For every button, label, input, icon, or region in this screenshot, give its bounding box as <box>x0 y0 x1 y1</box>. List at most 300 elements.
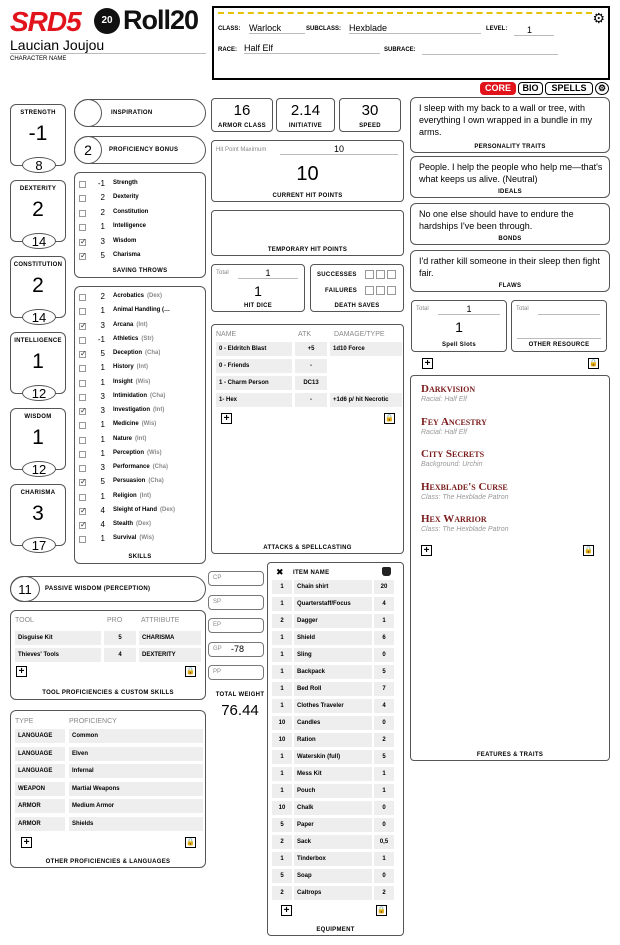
success-checks[interactable] <box>365 270 396 279</box>
attack-bonus[interactable]: DC13 <box>295 376 327 390</box>
equipment-name[interactable]: Sack <box>294 835 372 849</box>
hit-dice-total[interactable]: 1 <box>238 268 298 279</box>
currency-gp[interactable] <box>208 642 264 657</box>
equipment-name[interactable]: Chalk <box>294 801 372 815</box>
equipment-quantity[interactable]: 2 <box>272 835 292 849</box>
skill-value: 2 <box>100 292 105 301</box>
skill-row[interactable] <box>75 320 205 334</box>
proficiency-name[interactable]: Martial Weapons <box>69 782 203 796</box>
inspiration-circle[interactable] <box>74 99 102 127</box>
skills <box>74 286 206 564</box>
skill-row[interactable] <box>75 434 205 448</box>
saving-throw-row[interactable] <box>75 192 205 206</box>
skill-value: 4 <box>100 520 105 529</box>
skill-attribute: (Cha) <box>150 392 166 399</box>
proficiency-name[interactable]: Infernal <box>69 764 203 778</box>
equipment-name[interactable]: Shield <box>294 631 372 645</box>
total-weight-value: 76.44 <box>221 702 259 719</box>
flaws-text[interactable]: I'd rather kill someone in their sleep then fight fair. <box>419 256 600 278</box>
equipment-weight[interactable]: 6 <box>374 631 394 645</box>
skill-attribute: (Wis) <box>135 378 151 385</box>
skill-row[interactable] <box>75 448 205 462</box>
hp-current-value[interactable]: 10 <box>296 163 319 185</box>
currency-cp[interactable] <box>208 571 264 586</box>
ideals-label: IDEALS <box>498 189 522 195</box>
skill-value: 3 <box>100 463 105 472</box>
equipment-weight[interactable]: 5 <box>374 750 394 764</box>
feature-title[interactable]: City Secrets <box>421 448 485 460</box>
lock-feature-icon[interactable]: 🔒 <box>584 547 593 554</box>
attribute-strength <box>10 104 66 173</box>
skill-attribute: (Wis) <box>141 421 157 428</box>
skill-row[interactable] <box>75 348 205 362</box>
equipment-header-name: ITEM NAME <box>293 570 330 576</box>
equipment-weight[interactable]: 1 <box>374 767 394 781</box>
equipment-weight[interactable]: 4 <box>374 699 394 713</box>
skill-row[interactable] <box>75 491 205 505</box>
lock-proficiency-icon[interactable]: 🔒 <box>186 839 195 846</box>
skill-row[interactable] <box>75 334 205 348</box>
tool-proficiencies <box>10 610 206 700</box>
initiative-value[interactable]: 2.14 <box>290 102 321 119</box>
proficiency-type[interactable]: LANGUAGE <box>15 764 65 778</box>
skill-row[interactable] <box>75 419 205 433</box>
attack-damage[interactable]: 1d10 Force <box>330 342 402 356</box>
personality-traits <box>410 97 610 153</box>
skill-attribute: (Int) <box>139 492 151 499</box>
attribute-modifier[interactable]: 2 <box>32 198 44 221</box>
skill-attribute: (Cha) <box>152 464 169 470</box>
skill-value: 1 <box>100 306 105 316</box>
attribute-modifier[interactable]: 1 <box>32 426 44 449</box>
equipment-weight[interactable]: 1 <box>374 784 394 798</box>
save-proficiency-checkbox[interactable] <box>79 253 86 260</box>
attribute-modifier[interactable]: 1 <box>32 350 44 373</box>
add-attack-button[interactable]: + <box>221 413 232 424</box>
tool-pro[interactable]: 4 <box>104 648 136 662</box>
skill-row[interactable] <box>75 462 205 476</box>
proficiency-type[interactable]: ARMOR <box>15 799 65 813</box>
skill-value: 5 <box>100 477 105 487</box>
equipment-name[interactable]: Pouch <box>294 784 372 798</box>
equipment-name[interactable]: Soap <box>294 869 372 883</box>
bonds-label: BONDS <box>498 236 522 242</box>
skill-proficiency-checkbox[interactable] <box>79 451 86 458</box>
skill-proficiency-checkbox[interactable] <box>79 351 86 358</box>
tool-header-tool: TOOL <box>15 617 34 624</box>
equipment-quantity[interactable]: 2 <box>272 886 292 900</box>
attribute-charisma <box>10 484 66 553</box>
equipment-weight[interactable]: 0 <box>374 648 394 662</box>
subclass-value[interactable]: Hexblade <box>349 23 481 34</box>
tools-title: TOOL PROFICIENCIES & CUSTOM SKILLS <box>42 690 174 696</box>
feature-title[interactable]: Fey Ancestry <box>421 415 487 428</box>
attribute-label: INTELLIGENCE <box>14 338 62 344</box>
equipment-weight[interactable]: 1 <box>374 852 394 866</box>
currency-pp[interactable] <box>208 665 264 680</box>
equipment-quantity[interactable]: 10 <box>272 716 292 730</box>
proficiency-type[interactable]: ARMOR <box>15 817 65 831</box>
equipment-quantity[interactable]: 5 <box>272 869 292 883</box>
skill-proficiency-checkbox[interactable] <box>79 294 86 301</box>
skill-attribute: (Dex) <box>147 293 163 299</box>
skill-name: Performance (Cha) <box>113 464 169 470</box>
skill-name: Sleight of Hand (Dex) <box>113 506 176 513</box>
proficiency-type[interactable]: WEAPON <box>15 782 65 796</box>
proficiency-name[interactable]: Medium Armor <box>69 799 203 813</box>
skill-value: 1 <box>100 491 105 501</box>
proficiency-type[interactable]: LANGUAGE <box>15 747 65 761</box>
skill-row[interactable] <box>75 533 205 547</box>
equipment-name[interactable]: Bed Roll <box>294 682 372 696</box>
skill-proficiency-checkbox[interactable] <box>79 308 86 315</box>
currency-sp[interactable] <box>208 595 264 610</box>
equipment-quantity[interactable]: 1 <box>272 580 292 594</box>
other-prof-title: OTHER PROFICIENCIES & LANGUAGES <box>45 859 171 865</box>
initiative <box>276 98 335 132</box>
skill-proficiency-checkbox[interactable] <box>79 380 86 387</box>
skill-name: Insight (Wis) <box>113 378 151 385</box>
tab-spells[interactable]: SPELLS <box>545 82 593 95</box>
equipment-quantity[interactable]: 1 <box>272 682 292 696</box>
saving-throw-row[interactable] <box>75 207 205 221</box>
skill-row[interactable] <box>75 519 205 533</box>
skill-proficiency-checkbox[interactable] <box>79 365 86 372</box>
initiative-label: INITIATIVE <box>288 123 323 129</box>
currency-value[interactable]: -78 <box>231 643 245 654</box>
equipment-weight[interactable]: 20 <box>374 580 394 594</box>
attribute-wisdom <box>10 408 66 477</box>
proficiency-name[interactable]: Common <box>69 729 203 743</box>
hit-dice-value[interactable]: 1 <box>254 283 262 299</box>
equipment-name[interactable]: Caltrops <box>294 886 372 900</box>
skill-proficiency-checkbox[interactable] <box>79 494 86 501</box>
equipment-name[interactable]: Dagger <box>294 614 372 628</box>
skill-proficiency-checkbox[interactable] <box>79 536 86 543</box>
equipment-weight[interactable]: 1 <box>374 614 394 628</box>
attack-name[interactable]: 0 - Eldritch Blast <box>216 342 292 356</box>
close-icon[interactable]: ✖ <box>276 567 284 577</box>
skill-proficiency-checkbox[interactable] <box>79 437 86 444</box>
skill-name: Intimidation (Cha) <box>113 392 166 399</box>
skill-row[interactable] <box>75 377 205 391</box>
logo-srd: SRD5 <box>10 6 81 37</box>
feature-source: Class: The Hexblade Patron <box>421 526 509 533</box>
death-saves <box>310 264 404 312</box>
skill-name: Nature (Int) <box>113 435 147 442</box>
other-proficiencies <box>10 710 206 868</box>
attribute-modifier[interactable]: -1 <box>28 122 48 145</box>
tab-core[interactable]: CORE <box>480 82 516 95</box>
d20-icon: 20 <box>94 8 120 34</box>
feature-source: Racial: Half Elf <box>421 428 467 436</box>
features-traits <box>410 375 610 761</box>
equipment-weight[interactable]: 4 <box>374 597 394 611</box>
total-weight-label: TOTAL WEIGHT <box>215 692 265 698</box>
attack-header-name: NAME <box>216 331 237 338</box>
equipment-quantity[interactable]: 1 <box>272 784 292 798</box>
skill-attribute: (Int) <box>136 321 148 328</box>
save-proficiency-checkbox[interactable] <box>79 224 86 231</box>
attack-name[interactable]: 1 - Charm Person <box>216 376 292 390</box>
saving-throw-row[interactable] <box>75 250 205 264</box>
skill-proficiency-checkbox[interactable] <box>79 394 86 401</box>
attack-name[interactable]: 1- Hex <box>216 393 292 407</box>
equipment-quantity[interactable]: 1 <box>272 631 292 645</box>
hit-dice-total-label: Total <box>216 270 229 276</box>
equipment-name[interactable]: Ration <box>294 733 372 747</box>
attribute-score[interactable]: 14 <box>22 309 56 325</box>
subrace-label: SUBRACE: <box>384 47 416 53</box>
character-name[interactable]: Laucian Joujou <box>10 37 206 54</box>
skill-name: Perception (Wis) <box>113 449 162 456</box>
equipment-name[interactable]: Tinderbox <box>294 852 372 866</box>
equipment-quantity[interactable]: 1 <box>272 699 292 713</box>
proficiency-value[interactable]: 2 <box>74 136 102 164</box>
skill-name: Arcana (Int) <box>113 321 148 328</box>
other-resource-total[interactable] <box>538 304 600 315</box>
save-name: Constitution <box>113 208 149 215</box>
skill-proficiency-checkbox[interactable] <box>79 465 86 472</box>
spell-slots <box>411 300 507 352</box>
race-value[interactable]: Half Elf <box>244 43 380 54</box>
skill-value: 3 <box>100 320 105 330</box>
equipment-name[interactable]: Backpack <box>294 665 372 679</box>
prof-header-prof: PROFICIENCY <box>69 718 117 725</box>
lock-attack-icon[interactable]: 🔒 <box>385 415 394 422</box>
skill-attribute: (Int) <box>136 364 148 371</box>
proficiency-type[interactable]: LANGUAGE <box>15 729 65 743</box>
add-resource-button[interactable]: + <box>422 358 433 369</box>
skill-row[interactable] <box>75 476 205 490</box>
subclass-label: SUBCLASS: <box>306 26 342 32</box>
equipment-name[interactable]: Sling <box>294 648 372 662</box>
bonds <box>410 203 610 245</box>
flaws <box>410 250 610 292</box>
save-proficiency-checkbox[interactable] <box>79 195 86 202</box>
other-resource-label: OTHER RESOURCE <box>528 342 590 348</box>
class-header <box>212 6 610 80</box>
equipment-name[interactable]: Candles <box>294 716 372 730</box>
ac-value[interactable]: 16 <box>233 102 251 119</box>
skill-name: Medicine (Wis) <box>113 421 157 428</box>
class-value[interactable]: Warlock <box>249 23 305 34</box>
skill-attribute: (Wis) <box>147 449 162 456</box>
flaws-label: FLAWS <box>498 283 522 289</box>
add-feature-button[interactable]: + <box>421 545 432 556</box>
current-hit-points <box>211 140 404 202</box>
equipment-name[interactable]: Mess Kit <box>294 767 372 781</box>
equipment-quantity[interactable]: 1 <box>272 852 292 866</box>
lock-tool-icon[interactable]: 🔒 <box>186 668 195 675</box>
save-proficiency-checkbox[interactable] <box>79 210 86 217</box>
skill-row[interactable] <box>75 291 205 305</box>
tool-header-pro: PRO <box>107 617 123 624</box>
tab-bio[interactable]: BIO <box>518 82 543 95</box>
equipment-weight[interactable]: 7 <box>374 682 394 696</box>
speed-value[interactable]: 30 <box>361 102 379 119</box>
skill-row[interactable] <box>75 505 205 519</box>
tool-pro[interactable]: 5 <box>104 631 136 645</box>
level-value[interactable]: 1 <box>514 25 554 36</box>
equipment-quantity[interactable]: 10 <box>272 733 292 747</box>
attack-bonus[interactable]: +5 <box>295 342 327 356</box>
save-name: Intelligence <box>113 223 147 230</box>
attribute-constitution <box>10 256 66 325</box>
skill-value: 3 <box>100 406 105 415</box>
skill-row[interactable] <box>75 305 205 319</box>
feature-title[interactable]: Darkvision <box>421 383 476 395</box>
equipment-weight[interactable]: 2 <box>374 733 394 747</box>
spell-slots-total[interactable]: 1 <box>438 304 500 315</box>
equipment-quantity[interactable]: 2 <box>272 614 292 628</box>
skill-name: Investigation (Int) <box>113 407 165 413</box>
saving-throw-row[interactable] <box>75 236 205 250</box>
equipment-weight[interactable]: 2 <box>374 886 394 900</box>
save-proficiency-checkbox[interactable] <box>79 239 86 246</box>
ideals-text[interactable]: People. I help the people who help me—that's what keeps us alive. (Neutral) <box>419 162 603 184</box>
save-value: 1 <box>100 222 105 232</box>
skill-row[interactable] <box>75 405 205 419</box>
equipment-quantity[interactable]: 1 <box>272 750 292 764</box>
equipment-quantity[interactable]: 1 <box>272 648 292 662</box>
passive-value[interactable]: 11 <box>10 576 40 602</box>
other-resource-name[interactable] <box>517 333 601 339</box>
equipment-weight[interactable]: 5 <box>374 665 394 679</box>
skill-proficiency-checkbox[interactable] <box>79 323 86 330</box>
attribute-score[interactable]: 17 <box>22 537 56 553</box>
armor-class <box>211 98 273 132</box>
header-dash <box>218 12 592 14</box>
gear-icon[interactable]: ⚙ <box>592 10 605 26</box>
tool-attribute[interactable]: DEXTERITY <box>139 648 201 662</box>
skill-value: -1 <box>97 334 105 344</box>
attribute-modifier[interactable]: 3 <box>32 502 44 525</box>
inspiration-label: INSPIRATION <box>111 110 153 116</box>
skill-proficiency-checkbox[interactable] <box>79 508 86 515</box>
proficiency-label: PROFICIENCY BONUS <box>109 147 179 153</box>
equipment-quantity[interactable]: 1 <box>272 665 292 679</box>
skill-value: 1 <box>100 363 105 373</box>
weight-icon <box>382 567 391 576</box>
proficiency-name[interactable]: Shields <box>69 817 203 831</box>
skill-name: Persuasion (Cha) <box>113 478 164 485</box>
equipment-name[interactable]: Chain shirt <box>294 580 372 594</box>
subrace-value[interactable] <box>422 43 558 55</box>
equipment-name[interactable]: Quarterstaff/Focus <box>294 597 372 611</box>
proficiency-bonus <box>74 136 206 164</box>
add-equipment-button[interactable]: + <box>281 905 292 916</box>
attribute-score[interactable]: 12 <box>22 461 56 477</box>
skill-proficiency-checkbox[interactable] <box>79 479 86 486</box>
speed <box>339 98 401 132</box>
skill-attribute: (Cha) <box>148 478 164 485</box>
skill-proficiency-checkbox[interactable] <box>79 337 86 344</box>
skill-attribute: (Int) <box>153 407 165 413</box>
attack-bonus[interactable]: - <box>295 393 327 407</box>
equipment-quantity[interactable]: 5 <box>272 818 292 832</box>
currency-label: CP <box>213 575 222 581</box>
equipment-weight[interactable]: 0 <box>374 801 394 815</box>
skill-proficiency-checkbox[interactable] <box>79 522 86 529</box>
lock-resource-icon[interactable]: 🔒 <box>589 360 598 367</box>
equipment-weight[interactable]: 0 <box>374 869 394 883</box>
saving-throw-row[interactable] <box>75 178 205 192</box>
equipment-weight[interactable]: 0 <box>374 716 394 730</box>
skill-row[interactable] <box>75 362 205 376</box>
equipment-weight[interactable]: 0 <box>374 818 394 832</box>
attribute-modifier[interactable]: 2 <box>32 274 44 297</box>
hp-max-label: Hit Point Maximum <box>216 147 267 153</box>
class-label: CLASS: <box>218 26 241 32</box>
tool-name[interactable]: Disguise Kit <box>15 631 101 645</box>
failure-checks[interactable] <box>365 286 396 295</box>
skill-name: Animal Handling (… <box>113 307 170 314</box>
other-resource-total-label: Total <box>516 306 529 312</box>
feature-title[interactable]: Hexblade's Curse <box>421 480 508 493</box>
skill-row[interactable] <box>75 391 205 405</box>
inspiration <box>74 99 206 127</box>
skill-attribute: (Str) <box>141 335 154 342</box>
settings-gear-icon[interactable]: ⚙ <box>595 82 609 95</box>
skill-value: 5 <box>100 349 105 358</box>
skill-proficiency-checkbox[interactable] <box>79 422 86 429</box>
death-failures-label: FAILURES <box>325 288 358 294</box>
temp-hp-label: TEMPORARY HIT POINTS <box>267 247 348 253</box>
currency-ep[interactable] <box>208 618 264 633</box>
feature-title[interactable]: Hex Warrior <box>421 513 487 525</box>
attack-bonus[interactable]: - <box>295 359 327 373</box>
feature-source: Class: The Hexblade Patron <box>421 493 509 501</box>
bonds-text[interactable]: No one else should have to endure the hardships I've been through. <box>419 209 574 231</box>
prof-header-type: TYPE <box>15 718 34 725</box>
personality-text[interactable]: I sleep with my back to a wall or tree, with everything I own wrapped in a bundle in my arms. <box>419 103 593 137</box>
skill-name: Survival (Wis) <box>113 535 154 542</box>
saving-throw-row[interactable] <box>75 221 205 235</box>
tool-attribute[interactable]: CHARISMA <box>139 631 201 645</box>
skill-value: 1 <box>100 420 105 430</box>
race-label: RACE: <box>218 47 237 53</box>
death-successes-label: SUCCESSES <box>317 272 357 278</box>
skill-value: 3 <box>100 391 105 401</box>
add-proficiency-button[interactable]: + <box>21 837 32 848</box>
tool-name[interactable]: Thieves' Tools <box>15 648 101 662</box>
equipment-quantity[interactable]: 1 <box>272 597 292 611</box>
attack-name[interactable]: 0 - Friends <box>216 359 292 373</box>
equipment-quantity[interactable]: 10 <box>272 801 292 815</box>
equipment-name[interactable]: Waterskin (full) <box>294 750 372 764</box>
attribute-score[interactable]: 14 <box>22 233 56 249</box>
equipment-quantity[interactable]: 1 <box>272 767 292 781</box>
skill-attribute: (Cha) <box>145 350 161 356</box>
spell-slots-value[interactable]: 1 <box>455 319 463 335</box>
attribute-label: CHARISMA <box>20 490 56 496</box>
lock-equipment-icon[interactable]: 🔒 <box>377 907 386 914</box>
hp-max-value[interactable]: 10 <box>280 144 398 155</box>
attribute-intelligence <box>10 332 66 401</box>
equipment-name[interactable]: Clothes Traveler <box>294 699 372 713</box>
equipment-name[interactable]: Paper <box>294 818 372 832</box>
skill-proficiency-checkbox[interactable] <box>79 408 86 415</box>
proficiency-name[interactable]: Elven <box>69 747 203 761</box>
add-tool-button[interactable]: + <box>16 666 27 677</box>
attack-damage[interactable]: +1d6 p/ hit Necrotic <box>330 393 402 407</box>
save-proficiency-checkbox[interactable] <box>79 181 86 188</box>
attribute-score[interactable]: 12 <box>22 385 56 401</box>
equipment-weight[interactable]: 0,5 <box>374 835 394 849</box>
attribute-score[interactable]: 8 <box>22 157 56 173</box>
skills-title: SKILLS <box>128 554 152 560</box>
